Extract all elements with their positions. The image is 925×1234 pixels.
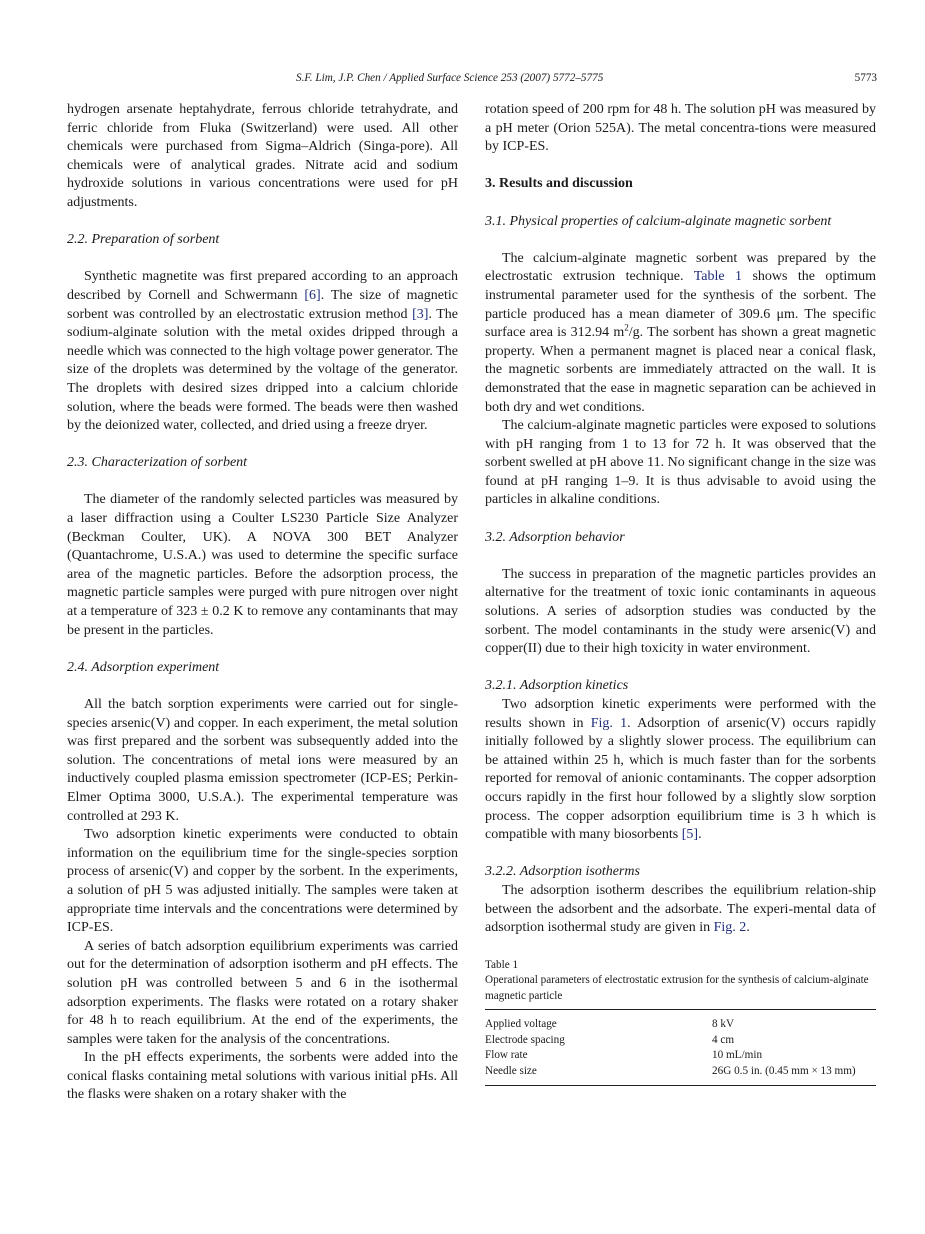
text-span: Two adsorption kinetic experiments were performed with the results shown in: [485, 697, 876, 731]
paragraph: rotation speed of 200 rpm for 48 h. The solution pH was measured by a pH meter (Orion 525A). The metal concentra-tions were measured by ICP-ES.: [485, 102, 876, 155]
table-cell-parameter: Needle size: [485, 1064, 537, 1077]
text-span: /g. The sorbent has shown a great magnetic property. When a permanent magnet is placed near a conical flask, the magnetic sorbents are immediately attracted on the wall. It is demonstrated that the ease in magnetic separation can be achieved in both dry and wet conditions.: [485, 325, 876, 415]
paragraph: Two adsorption kinetic experiments were conducted to obtain information on the equilibrium time for the single-species sorption process of arsenic(V) and copper by the sorbent. In the experiments, a solution of pH 5 was adjusted initially. The samples were taken at appropriate time intervals and the concentrations were determined by ICP-ES.: [67, 827, 458, 936]
text-span: . The sodium-alginate solution with the metal oxides dripped through a needle which was connected to the high voltage power generator. The size of the droplets was determined by the voltage of the generator. The droplets with desired sizes dripped into a calcium chloride solution, where the beads were formed. The beads were then washed by the deionized water, collected, and dried using a freeze dryer.: [67, 306, 459, 434]
section-heading-3-2-2: 3.2.2. Adsorption isotherms: [485, 864, 640, 880]
page-number: 5773: [854, 72, 877, 84]
text-span: Synthetic magnetite was first prepared according to an approach described by Cornell and Schwermann: [67, 269, 458, 303]
section-heading-3-2: 3.2. Adsorption behavior: [485, 529, 625, 545]
citation-link[interactable]: [6]: [304, 287, 321, 303]
figure-link[interactable]: Fig. 2: [713, 920, 747, 936]
citation-link[interactable]: [3]: [412, 306, 429, 322]
text-span: shows the optimum instrumental parameter used for the synthesis of the sorbent. The particle produced has a mean diameter of 309.6 μm. The specific surface area is 312.94 m: [485, 269, 876, 341]
text-span: .: [746, 920, 750, 936]
table-label: Table 1: [485, 958, 519, 971]
paragraph: The success in preparation of the magnetic particles provides an alternative for the treatment of toxic ionic contaminants in aqueous solutions. A series of adsorption studies was conducted by the sorbent. The model contaminants in the study were arsenic(V) and copper(II) due to their high toxicity in water environment.: [485, 566, 876, 657]
text-span: . The size of magnetic sorbent was controlled by an electrostatic extrusion method: [67, 287, 458, 322]
paragraph: The calcium-alginate magnetic particles were exposed to solutions with pH ranging from 1 to 13 for 72 h. It was observed that the sorbent swelled at pH above 11. No significant change in the size was found at pH ranging 1–9. It is thus advisable to avoid using the particles in alkaline conditions.: [485, 418, 876, 508]
text-span: The calcium-alginate magnetic sorbent was prepared by the electrostatic extrusion technique.: [485, 250, 876, 285]
paragraph: The diameter of the randomly selected particles was measured by a laser diffraction using a Coulter LS230 Particle Size Analyzer (Beckman Coulter, UK). A NOVA 300 BET Analyzer (Quantachrome, U.S.A.) was used to determine the specific surface area of the magnetic particles. Before the adsorption process, the magnetic particle samples were purged with pure nitrogen over night at a temperature of 323 ± 0.2 K to remove any contaminants that may be present in the particles.: [67, 492, 458, 638]
section-heading-3-2-1: 3.2.1. Adsorption kinetics: [485, 678, 629, 694]
table-link[interactable]: Table 1: [693, 269, 743, 285]
figure-link[interactable]: Fig. 1: [590, 715, 628, 731]
section-heading-3-1: 3.1. Physical properties of calcium-alginate magnetic sorbent: [485, 213, 832, 229]
right-column: [485, 101, 876, 1086]
table-row: [485, 1033, 876, 1049]
table-row: [485, 1048, 876, 1064]
paragraph: hydrogen arsenate heptahydrate, ferrous chloride tetrahydrate, and ferric chloride from Fluka (Switzerland) were used. All other chemicals were purchased from Sigma–Aldrich (Singa-pore). All chemicals were of analytical grades. Nitrate acid and sodium hydroxide solutions in various concentrations were used for pH adjustments.: [67, 102, 458, 210]
table-cell-parameter: Applied voltage: [485, 1018, 557, 1031]
table-cell-parameter: Electrode spacing: [485, 1033, 565, 1046]
text-span: .: [698, 827, 702, 843]
running-head: S.F. Lim, J.P. Chen / Applied Surface Science 253 (2007) 5772–5775: [296, 72, 604, 84]
text-span: . Adsorption of arsenic(V) occurs rapidly initially followed by a slightly slower process. The equilibrium can be attained within 25 h, which is much faster than for the sorbents reported for removal of anionic contaminants. The copper adsorption occurs rapidly in the first hour followed by a slightly slow sorption process. The copper adsorption equilibrium time is 3 h which is compatible with many biosorbents: [485, 715, 876, 843]
paragraph: [485, 250, 876, 417]
text-span: The adsorption isotherm describes the equilibrium relation-ship between the adsorbent and the adsorbate. The experi-mental data of adsorption isothermal study are given in: [485, 882, 876, 936]
paragraph: All the batch sorption experiments were carried out for single-species arsenic(V) and copper. In each experiment, the metal solution was first prepared and the sorbent was subsequently added into the solution. The concentrations of metal ions were measured by an inductively coupled plasma emission spectrometer (ICP-ES; Perkin-Elmer Optima 3000, U.S.A.). The experimental temperature was controlled at 293 K.: [67, 697, 458, 824]
section-heading-2-4: 2.4. Adsorption experiment: [67, 659, 220, 675]
table-cell-value: 10 mL/min: [712, 1049, 763, 1062]
left-column: [67, 101, 458, 1105]
table-cell-parameter: Flow rate: [485, 1049, 528, 1062]
table-cell-value: 26G 0.5 in. (0.45 mm × 13 mm): [712, 1064, 856, 1077]
paragraph: A series of batch adsorption equilibrium experiments was carried out for the determination of adsorption isotherm and pH effects. The solution pH was controlled between 5 and 6 in the isothermal adsorption experiments. The flasks were rotated on a rotary shaker for 48 h to reach equilibrium. At the end of the experiments, the samples were taken for the analysis of the concentrations.: [67, 938, 458, 1047]
citation-link[interactable]: [5]: [681, 827, 699, 843]
table-caption: Operational parameters of electrostatic extrusion for the synthesis of calcium-alginate magnetic particle: [485, 974, 869, 1002]
paragraph: [485, 696, 876, 845]
table-cell-value: 4 cm: [712, 1033, 735, 1046]
parameters-table: [485, 1009, 876, 1086]
table-1: [485, 958, 876, 1087]
superscript: 2: [624, 322, 629, 333]
section-heading-2-2: 2.2. Preparation of sorbent: [67, 232, 220, 248]
table-cell-value: 8 kV: [712, 1018, 735, 1031]
paragraph: In the pH effects experiments, the sorbents were added into the conical flasks containing metal solutions with various initial pHs. All the flasks were shaken on a rotary shaker with the: [67, 1050, 458, 1103]
paragraph: [67, 268, 458, 435]
section-heading-2-3: 2.3. Characterization of sorbent: [67, 455, 248, 471]
table-row: [485, 1010, 876, 1033]
section-heading-3: 3. Results and discussion: [485, 176, 633, 192]
table-row: [485, 1064, 876, 1086]
paragraph: [485, 882, 876, 938]
